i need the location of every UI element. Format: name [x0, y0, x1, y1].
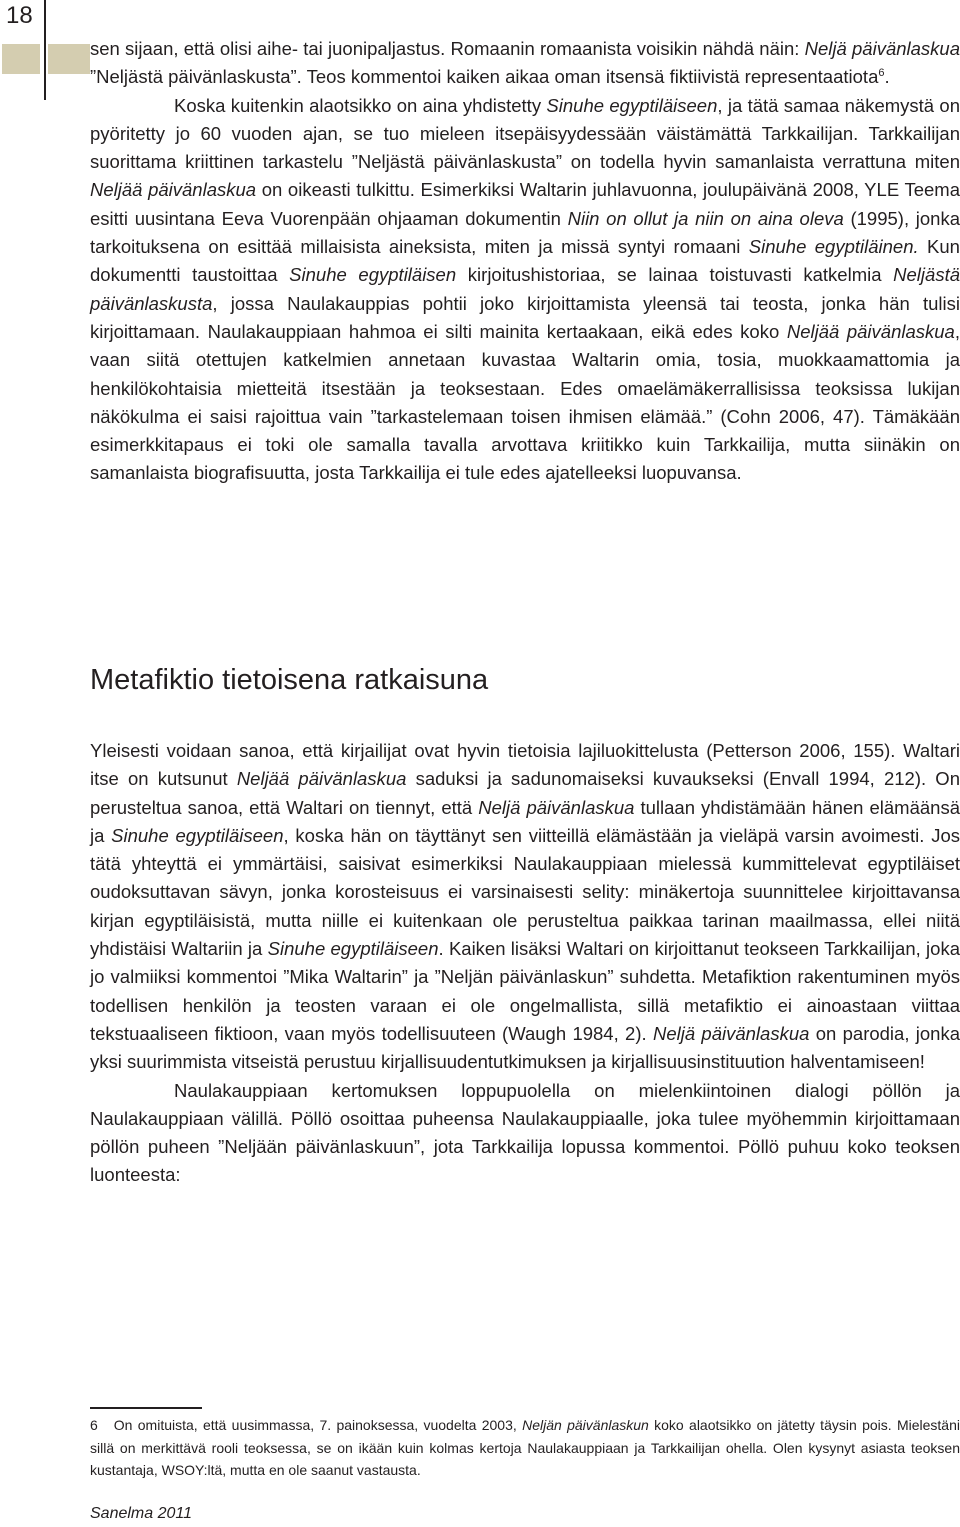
paragraph-4: Naulakauppiaan kertomuksen loppupuolella on mielenkiintoinen dialogi pöllön ja Naulakauppiaan välillä. Pöllö osoittaa puheensa Naulakauppiaalle, joka tulee myöhemmin kirjoittamaan pöllön puheen ”Neljään päivänlaskuun”, jota Tarkkailija lopussa kommentoi. Pöllö puhuu koko teoksen luonteesta:: [90, 1079, 960, 1186]
paragraph-1: sen sijaan, että olisi aihe- tai juonipaljastus. Romaanin romaanista voisikin nähdä näin: Neljä päivänlaskua ”Neljästä päivänlaskusta”. Teos kommentoi kaiken aikaa oman itsensä fiktiivistä representaatiota$^6$.: [90, 38, 960, 88]
section-2: [90, 737, 960, 1190]
page-number: 18: [6, 2, 33, 29]
footnote-rule: [90, 1407, 202, 1409]
section-1: [90, 35, 960, 488]
footnote-ref[interactable]: 6: [878, 67, 885, 80]
paragraph-2: Koska kuitenkin alaotsikko on aina yhdistetty Sinuhe egyptiläiseen, ja tätä samaa näkemystä on pyöritetty jo 60 vuoden ajan, se tuo mieleen itsepäisyydessään väistämättä Tarkkailijan. Tarkkailijan suorittama kriittinen tarkastelu ”Neljästä päivänlaskusta” on todella hyvin samanlaista verrattuna miten Neljää päivänlaskua on oikeasti tulkittu. Esimerkiksi Waltarin juhlavuonna, joulupäivänä 2008, YLE Teema esitti uusintana Eeva Vuorenpään ohjaaman dokumentin Niin on ollut ja niin on aina oleva (1995), jonka tarkoituksena on esittää millaisista aineksista, miten ja missä syntyi romaani Sinuhe egyptiläinen. Kun dokumentti taustoittaa Sinuhe egyptiläisen kirjoitushistoriaa, se lainaa toistuvasti katkelmia Neljästä päivänlaskusta, jossa Naulakauppias pohtii joko kirjoittamista yleensä tai teosta, jonka hän tulisi kirjoittamaan. Naulakauppiaan hahmoa ei silti mainita kertaakaan, eikä edes koko Neljää päivänlaskua, vaan siitä otettujen katkelmien annetaan kuvastaa Waltarin omia, tosia, muokkaamattomia ja henkilökohtaisia mietteitä itsestään ja teoksestaan. Edes omaelämäkerrallisissa teoksissa lukijan näkökulma ei saisi rajoittua vain ”tarkastelemaan toisen ihmisen elämää.” (Cohn 2006, 47). Tämäkään esimerkkitapaus ei toki ole samalla tavalla arvottava kriitikko kuin Tarkkailija, mutta siinäkin on samanlaista biografisuutta, josta Tarkkailija ei tule edes ajatelleeksi luopuvansa.: [90, 94, 960, 484]
header-shade-left: [2, 44, 40, 74]
header-shade-right: [48, 44, 90, 74]
paragraph-3: Yleisesti voidaan sanoa, että kirjailijat ovat hyvin tietoisia lajiluokittelusta (Petterson 2006, 155). Waltari itse on kutsunut Neljää päivänlaskua saduksi ja sadunomaiseksi kuvaukseksi (Envall 1994, 212). On perusteltua sanoa, että Waltari on tiennyt, että Neljä päivänlaskua tullaan yhdistämään hänen elämäänsä ja Sinuhe egyptiläiseen, koska hän on täyttänyt sen viitteillä elämästään ja vieläpä varsin avoimesti. Jos tätä yhteyttä ei ymmärtäisi, saisivat esimerkiksi Naulakauppiaan mielessä kummittelevat egyptiläiset oudoksuttavan sävyn, jonka korosteisuus ei varsinaisesti selity: minäkertoja suunnittelee kirjoittavansa kirjan egyptiläisistä, mutta niille ei kuitenkaan ole perusteltua paikkaa tarinan maailmassa, ellei niitä yhdistäisi Waltariin ja Sinuhe egyptiläiseen. Kaiken lisäksi Waltari on kirjoittanut teokseen Tarkkailijan, joka jo valmiiksi kommentoi ”Mika Waltarin” ja ”Neljän päivänlaskun” suhdetta. Metafiktion rakentuminen myös todellisen henkilön ja teosten varaan ei ole ongelmallista, sillä metafiktio ei ainoastaan viittaa tekstuaaliseen fiktioon, vaan myös todellisuuteen (Waugh 1984, 2). Neljä päivänlaskua on parodia, jonka yksi suurimmista vitseistä perustuu kirjallisuudentutkimuksen ja kirjallisuusinstituution halventamiseen!: [90, 740, 960, 1073]
footnote: 6 On omituista, että uusimmassa, 7. painoksessa, vuodelta 2003, Neljän päivänlaskun koko alaotsikko on jätetty täysin pois. Mielestäni sillä on merkittävä rooli teoksessa, se on ikään kuin kolmas kertoja Naulakauppiaan ja Tarkkailijan ohella. Olen kysynyt asiasta teoksen kustantaja, WSOY:ltä, mutta en ole saanut vastausta.: [90, 1417, 960, 1478]
margin-rule: [44, 0, 46, 100]
page-footer: Sanelma 2011: [90, 1505, 192, 1522]
section-heading: Metafiktio tietoisena ratkaisuna: [90, 664, 489, 696]
